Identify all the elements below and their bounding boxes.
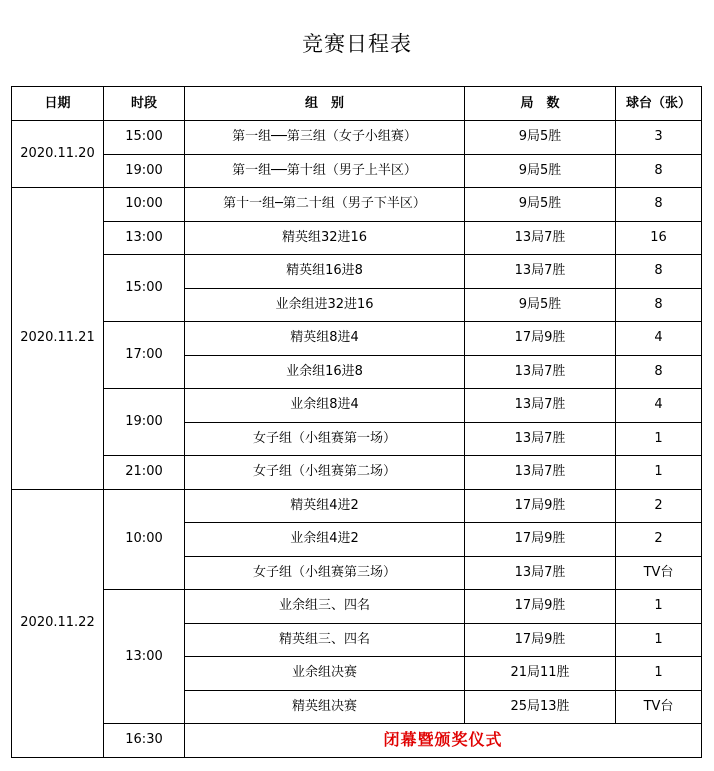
rounds-cell: 21局11胜 bbox=[465, 657, 616, 691]
rounds-cell: 9局5胜 bbox=[465, 188, 616, 222]
header-tables: 球台（张） bbox=[616, 87, 702, 121]
rounds-cell: 13局7胜 bbox=[465, 255, 616, 289]
tables-cell: 1 bbox=[616, 456, 702, 490]
time-cell: 15:00 bbox=[104, 255, 185, 322]
group-cell: 业余组三、四名 bbox=[185, 590, 465, 624]
group-cell: 第一组──第十组（男子上半区） bbox=[185, 154, 465, 188]
tables-cell: 1 bbox=[616, 657, 702, 691]
date-cell: 2020.11.22 bbox=[12, 489, 104, 757]
tables-cell: 2 bbox=[616, 523, 702, 557]
group-cell: 业余组16进8 bbox=[185, 355, 465, 389]
tables-cell: TV台 bbox=[616, 556, 702, 590]
date-cell: 2020.11.20 bbox=[12, 121, 104, 188]
table-row bbox=[12, 322, 702, 356]
tables-cell: 8 bbox=[616, 255, 702, 289]
group-cell: 业余组8进4 bbox=[185, 389, 465, 423]
time-cell: 16:30 bbox=[104, 724, 185, 758]
group-cell: 精英组16进8 bbox=[185, 255, 465, 289]
schedule-table bbox=[11, 86, 702, 758]
table-row bbox=[12, 154, 702, 188]
header-rounds: 局 数 bbox=[465, 87, 616, 121]
group-cell: 女子组（小组赛第二场） bbox=[185, 456, 465, 490]
tables-cell: 8 bbox=[616, 188, 702, 222]
tables-cell: 8 bbox=[616, 288, 702, 322]
rounds-cell: 17局9胜 bbox=[465, 489, 616, 523]
rounds-cell: 13局7胜 bbox=[465, 456, 616, 490]
group-cell: 精英组8进4 bbox=[185, 322, 465, 356]
closing-ceremony-cell: 闭幕暨颁奖仪式 bbox=[185, 724, 702, 758]
closing-row bbox=[12, 724, 702, 758]
rounds-cell: 13局7胜 bbox=[465, 422, 616, 456]
tables-cell: 1 bbox=[616, 422, 702, 456]
table-row bbox=[12, 489, 702, 523]
table-row bbox=[12, 255, 702, 289]
group-cell: 第一组──第三组（女子小组赛） bbox=[185, 121, 465, 155]
rounds-cell: 13局7胜 bbox=[465, 355, 616, 389]
rounds-cell: 13局7胜 bbox=[465, 556, 616, 590]
time-cell: 15:00 bbox=[104, 121, 185, 155]
group-cell: 精英组三、四名 bbox=[185, 623, 465, 657]
time-cell: 13:00 bbox=[104, 221, 185, 255]
group-cell: 精英组32进16 bbox=[185, 221, 465, 255]
group-cell: 业余组决赛 bbox=[185, 657, 465, 691]
tables-cell: 3 bbox=[616, 121, 702, 155]
table-row bbox=[12, 456, 702, 490]
tables-cell: 1 bbox=[616, 590, 702, 624]
rounds-cell: 9局5胜 bbox=[465, 121, 616, 155]
rounds-cell: 13局7胜 bbox=[465, 389, 616, 423]
page-title: 竞赛日程表 bbox=[302, 32, 412, 56]
header-group: 组 别 bbox=[185, 87, 465, 121]
time-cell: 10:00 bbox=[104, 188, 185, 222]
time-cell: 17:00 bbox=[104, 322, 185, 389]
time-cell: 13:00 bbox=[104, 590, 185, 724]
rounds-cell: 9局5胜 bbox=[465, 154, 616, 188]
group-cell: 精英组4进2 bbox=[185, 489, 465, 523]
group-cell: 第十一组─第二十组（男子下半区） bbox=[185, 188, 465, 222]
tables-cell: 4 bbox=[616, 389, 702, 423]
tables-cell: 2 bbox=[616, 489, 702, 523]
group-cell: 女子组（小组赛第一场） bbox=[185, 422, 465, 456]
rounds-cell: 17局9胜 bbox=[465, 590, 616, 624]
table-row bbox=[12, 590, 702, 624]
rounds-cell: 9局5胜 bbox=[465, 288, 616, 322]
table-row bbox=[12, 121, 702, 155]
tables-cell: TV台 bbox=[616, 690, 702, 724]
tables-cell: 16 bbox=[616, 221, 702, 255]
tables-cell: 8 bbox=[616, 355, 702, 389]
rounds-cell: 17局9胜 bbox=[465, 322, 616, 356]
header-row bbox=[12, 87, 702, 121]
table-row bbox=[12, 389, 702, 423]
group-cell: 女子组（小组赛第三场） bbox=[185, 556, 465, 590]
group-cell: 业余组进32进16 bbox=[185, 288, 465, 322]
table-row bbox=[12, 221, 702, 255]
header-date: 日期 bbox=[12, 87, 104, 121]
time-cell: 10:00 bbox=[104, 489, 185, 590]
header-time: 时段 bbox=[104, 87, 185, 121]
rounds-cell: 13局7胜 bbox=[465, 221, 616, 255]
date-cell: 2020.11.21 bbox=[12, 188, 104, 490]
group-cell: 精英组决赛 bbox=[185, 690, 465, 724]
group-cell: 业余组4进2 bbox=[185, 523, 465, 557]
time-cell: 19:00 bbox=[104, 389, 185, 456]
time-cell: 19:00 bbox=[104, 154, 185, 188]
tables-cell: 1 bbox=[616, 623, 702, 657]
table-row bbox=[12, 188, 702, 222]
time-cell: 21:00 bbox=[104, 456, 185, 490]
tables-cell: 4 bbox=[616, 322, 702, 356]
rounds-cell: 17局9胜 bbox=[465, 623, 616, 657]
rounds-cell: 25局13胜 bbox=[465, 690, 616, 724]
rounds-cell: 17局9胜 bbox=[465, 523, 616, 557]
tables-cell: 8 bbox=[616, 154, 702, 188]
